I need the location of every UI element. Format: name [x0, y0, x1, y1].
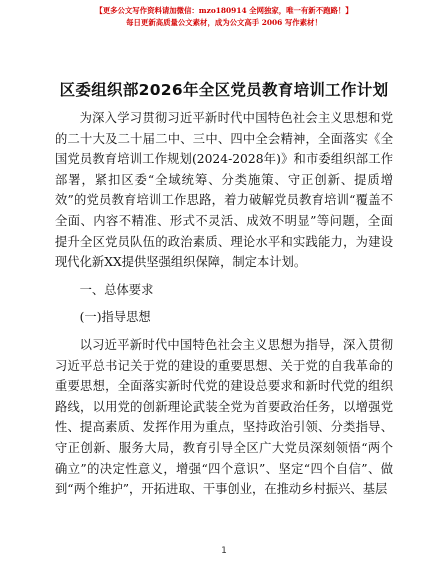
intro-paragraph: 为深入学习贯彻习近平新时代中国特色社会主义思想和党的二十大及二十届二中、三中、四中全会精神，全面落实《全国党员教育培训工作规划(2024-2028年)》和市委组织部工作部署，紧扣区委“全域统筹、分类施策、守正创新、提质增效”的党员教育培训工作思路，着力破解党员教育培训“覆盖不全面、内容不精准、形式不灵活、成效不明显”等问题，全面提升全区党员队伍的政治素质、理论水平和实践能力，为建设现代化新XX提供坚强组织保障，制定本计划。	[55, 111, 393, 270]
page-number: 1	[221, 546, 227, 556]
promo-banner-line1: 【更多公文写作资料请加微信：mzo180914 全网独家，唯一有新不跑路！】	[95, 6, 353, 15]
body-paragraph: 以习近平新时代中国特色社会主义思想为指导，深入贯彻习近平总书记关于党的建设的重要思想、关于党的自我革命的重要思想，全面落实新时代党的建设总要求和新时代党的组织路线，以用党的创新理论武装全党为首要政治任务，以增强党性、提高素质、发挥作用为重点，坚持政治引领、分类指导、守正创新、服务大局，教育引导全区广大党员深刻领悟“两个确立”的决定性意义，增强“四个意识”、坚定“四个自信”、做到“两个维护”，开拓进取、干事创业，在推动乡村振兴、基层	[55, 337, 393, 497]
document-title: 区委组织部2026年全区党员教育培训工作计划	[59, 81, 389, 99]
promo-banner-line2: 每日更新高质量公文素材，成为公文高手 2006 写作素材！	[126, 18, 322, 27]
document-body	[55, 108, 393, 500]
subsection-heading: (一)指导思想	[79, 310, 151, 325]
promo-banner	[0, 6, 448, 28]
section-heading: 一、总体要求	[79, 282, 154, 297]
